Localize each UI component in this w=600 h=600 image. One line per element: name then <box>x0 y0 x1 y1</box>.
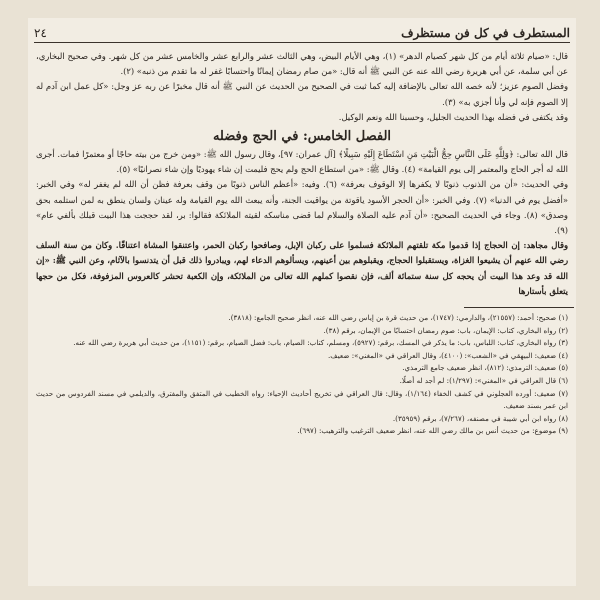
footnote: (٣) رواه البخاري، كتاب: اللباس، باب: ما يذكر في المسك، برقم: (٥٩٢٧)، ومسلم، كتاب: الصيام، باب: فضل الصيام، برقم: (١١٥١)، من حديث أبي هريرة رضي الله عنه. <box>73 338 568 348</box>
footnote: (٤) ضعيف: البيهقي في «الشعب»: (٤١٠٠)، وقال العراقي في «المغني»: ضعيف. <box>327 350 568 360</box>
footnote: (٧) ضعيف: أورده العجلوني في كشف الخفاء (١/١٦٤)، وقال: قال العراقي في تخريج أحاديث الإحياء: رواه الخطيب في المتفق والمفترق، والديلمي في مسند الفردوس من حديث ابن عمر بسند ضعيف. <box>36 388 569 411</box>
section-heading: الفصل الخامس: في الحج وفضله <box>212 129 392 145</box>
footnote: (٩) موضوع: من حديث أنس بن مالك رضي الله عنه، انظر ضعيف الترغيب والترهيب: (٦٩٧). <box>297 426 568 436</box>
footnote-divider <box>464 307 574 308</box>
page-number: ٢٤ <box>34 26 47 40</box>
paragraph: وفي الحديث: «أن من الذنوب ذنوبًا لا يكفرها إلا الوقوف بعرفة» (٦). وفيه: «أعظم الناس ذنوبًا من وقف بعرفة فظن أن الله لم يغفر له» وفي الخبر: «أفضل يوم في الدنيا» (٧). وفي الخبر: «أن الحجر الأسود ياقوتة من يواقيت الجنة، وأنه يبعث الله يوم القيامة وله عينان ولسان ينطق به لمن استلمه بحق وصدق» (٨). وجاء في الحديث الصحيح: «أن آدم عليه الصلاة والسلام لما قضى مناسكه لقيته الملائكة فقالوا: بر، لقد حججت هذا البيت قبلك بألفي عام» (٩). <box>36 179 568 236</box>
book-title: المستطرف في كل فن مستظرف <box>401 26 570 40</box>
footnote: (٨) رواه ابن أبي شيبة في مصنفه، (٧/٢٦٧)، برقم (٣٥٩٥٩). <box>392 413 568 423</box>
footnote: (٥) ضعيف: الترمذي: (٨١٢)، انظر ضعيف جامع الترمذي. <box>402 363 568 373</box>
main-text <box>30 43 574 299</box>
paragraph: وقال مجاهد: إن الحجاج إذا قدموا مكة تلقتهم الملائكة فسلموا على ركبان الإبل، وصافحوا ركبان الحمر، واعتنقوا المشاة اعتناقًا. وكان من سنة السلف رضي الله عنهم أن يشيعوا الغزاة، ويستقبلوا الحجاج، ويقبلوهم بين أعينهم، ويسألوهم الدعاء لهم، ويبادروا ذلك قبل أن يتدنسوا بالآثام، وعن النبي ﷺ: «إن الله قد وعد هذا البيت أن يحجه كل سنة ستمائة ألف، فإن نقصوا كملهم الله تعالى من الملائكة، وإن الكعبة تحشر كالعروس المزفوفة، فكل من حجها يتعلق بأستارها <box>36 240 568 296</box>
footnote: (١) صحيح: أحمد: (٢١٥٥٧)، والدارمي: (١٧٤٧)، من حديث قرة بن إياس رضي الله عنه، انظر صحيح الجامع: (٣٨١٨). <box>228 313 568 323</box>
footnotes <box>30 312 574 438</box>
paragraph: قال الله تعالى: ﴿وَلِلَّهِ عَلَى النَّاسِ حِجُّ الْبَيْتِ مَنِ اسْتَطَاعَ إِلَيْهِ سَبِيلًا﴾ [آل عمران: ٩٧]، وقال رسول الله ﷺ: «ومن خرج من بيته حاجًا أو معتمرًا فمات. أجرى الله له أجر الحاج والمعتمر إلى يوم القيامة» (٤). وقال ﷺ: «من استطاع الحج ولم يحج فليمت إن شاء يهوديًا وإن شاء نصرانيًا» (٥). <box>36 149 568 175</box>
paragraph: قال: «صيام ثلاثة أيام من كل شهر كصيام الدهر» (١)، وهي الأيام البيض، وهي الثالث عشر والرابع عشر والخامس عشر من كل شهر. وفي صحيح البخاري، عن أبي سلمة، عن أبي هريرة رضي الله عنه عن النبي ﷺ أنه قال: «من صام رمضان إيمانًا واحتسابًا غفر له ما تقدم من ذنبه» (٢). <box>36 51 569 77</box>
paragraph: وفضل الصوم عزيز؛ لأنه خصه الله تعالى بالإضافة إليه كما ثبت في الصحيح من الحديث عن النبي ﷺ أنه قال مخبرًا عن ربه عز وجل: «كل عمل ابن آدم له إلا الصوم فإنه لي وأنا أجزي به» (٣). <box>36 81 568 107</box>
paragraph: وقد يكتفى في فضله بهذا الحديث الجليل، وحسبنا الله ونعم الوكيل. <box>338 111 568 122</box>
footnote: (٢) رواه البخاري، كتاب: الإيمان، باب: صوم رمضان احتسابًا من الإيمان، برقم (٣٨). <box>323 325 568 335</box>
page-header <box>34 18 570 43</box>
footnote: (٦) قال العراقي في «المغني»: (١/٢٩٧): لم أجد له أصلًا. <box>399 376 568 386</box>
book-page <box>28 18 576 586</box>
